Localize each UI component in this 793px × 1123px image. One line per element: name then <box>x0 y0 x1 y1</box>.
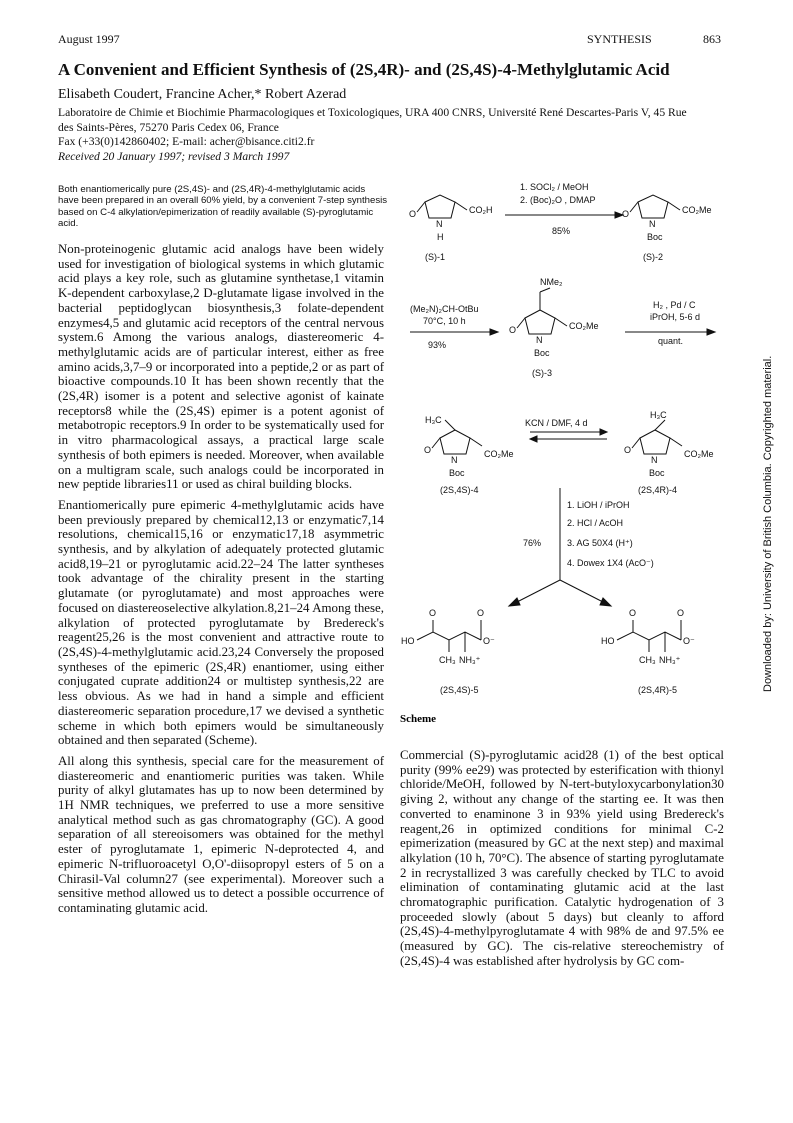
step5-yield: 76% <box>523 538 542 548</box>
c1-n: N <box>436 219 443 229</box>
label-c4b: (2S,4R)-4 <box>638 485 678 495</box>
c4a-n: N <box>451 455 458 465</box>
affiliation <box>58 106 763 164</box>
step1-yield: 85% <box>552 226 571 236</box>
c3-o: O <box>509 325 517 335</box>
step3-reagent: H₂ , Pd / C <box>653 300 696 310</box>
c3-boc: Boc <box>534 348 550 358</box>
c5b-o2: O <box>677 608 685 618</box>
paragraph-analysis: All along this synthesis, special care for the measurement of diastereomeric and enantiomeric purities was taken. While purity of alkyl glutamates has up to now been determined by 1H NMR techniques, we preferred to use a more sensitive analytical method such as gas chromatography (GC). A good separation of all stereoisomers was obtained for the methyl ester of pyroglutamate 1, epimeric N-deprotected 4, and epimeric N-trifluoroacetyl O,O'-diisopropyl esters of 5 on a Chirasil-Val column27 (see experimental). Moreover such a sensitive method allowed us to detect a possible occurrence of contaminating glutamic acid. <box>58 753 384 915</box>
label-c4a: (2S,4S)-4 <box>440 485 479 495</box>
affiliation-line-2: des Saints-Pères, 75270 Paris Cedex 06, France <box>58 120 279 134</box>
step2-conditions: 70°C, 10 h <box>423 316 466 326</box>
label-c2: (S)-2 <box>643 252 663 262</box>
header-page: 863 <box>703 32 721 46</box>
step5-2: 2. HCl / AcOH <box>567 518 624 528</box>
c5a-nh3: NH₃⁺ <box>459 655 481 665</box>
c4a-h3c: H₃C <box>425 415 442 425</box>
c5a-ominus: O⁻ <box>483 636 495 646</box>
scheme-caption: Scheme <box>400 713 437 725</box>
download-watermark: Downloaded by: University of British Columbia. Copyrighted material. <box>762 355 774 692</box>
step1-reagent-a: 1. SOCl₂ / MeOH <box>520 182 589 192</box>
c3-co2me: CO₂Me <box>569 321 599 331</box>
c5a-o1: O <box>429 608 437 618</box>
step2-reagent: (Me₂N)₂CH-OtBu <box>410 304 479 314</box>
c4a-boc: Boc <box>449 468 465 478</box>
right-column <box>400 748 724 975</box>
c1-h: H <box>437 232 444 242</box>
paragraph-results: Commercial (S)-pyroglutamic acid28 (1) of the best optical purity (99% ee29) was protected by esterification with thionyl chloride/MeOH, followed by N-tert-butyloxycarbonylation30 giving 2, without any change of the starting ee. It was then converted to enaminone 3 in 93% yield using Bredereck's reagent,26 in optimized conditions for minimal C-2 epimerization (measured by GC at the next step) and maximal alkylation (10 h, 70°C). The absence of starting pyroglutamate 2 in recrystallized 3 was carefully checked by TLC to avoid elimination of contaminating glutamic acid at the last chromatographic purification. Catalytic hydrogenation of 3 proceeded slowly (about 5 days) but cleanly to afford (2S,4S)-4-methylpyroglutamate 4 with 98% de and 97.5% ee (measured by GC). The cis-relative stereochemistry of (2S,4S)-4 was established after hydrolysis by GC com- <box>400 748 724 968</box>
c3-nme2: NMe₂ <box>540 277 563 287</box>
authors: Elisabeth Coudert, Francine Acher,* Robert Azerad <box>58 87 347 102</box>
step1-reagent-b: 2. (Boc)₂O , DMAP <box>520 195 596 205</box>
label-c5b: (2S,4R)-5 <box>638 685 678 695</box>
step5-4: 4. Dowex 1X4 (AcO⁻) <box>567 558 654 568</box>
c5b-nh3: NH₃⁺ <box>659 655 681 665</box>
step3-conditions: iPrOH, 5-6 d <box>650 312 701 322</box>
c5b-ho: HO <box>601 636 615 646</box>
step5-1: 1. LiOH / iPrOH <box>567 500 630 510</box>
c2-co2me: CO₂Me <box>682 205 712 215</box>
label-c3: (S)-3 <box>532 368 552 378</box>
article-title: A Convenient and Efficient Synthesis of (2S,4R)- and (2S,4S)-4-Methylglutamic Acid <box>58 60 670 79</box>
label-c1: (S)-1 <box>425 252 445 262</box>
step3-yield: quant. <box>658 336 684 346</box>
c4b-o: O <box>624 445 632 455</box>
label-c5a: (2S,4S)-5 <box>440 685 479 695</box>
paragraph-intro: Non-proteinogenic glutamic acid analogs have been widely used for investigation of biological systems in which glutamic acid plays a key role, such as glutamine synthetase,1 vitamin K-dependent carboxylase,2 D-glutamate ligase involved in the bacterial peptidoglycan biosynthesis,3 folate-dependent enzymes4,5 and glutamic acid receptors of the central nervous system.6 Among the various analogs, diastereomeric 4-methylglutamic acids are of particular interest, either as free amino acids,3,7–9 or incorporated into a peptide,2 or as part of bioactive compounds.10 It has been shown recently that the (2S,4R) isomer is a potent and selective agonist of kainate receptors8 while the (2S,4S) epimer is a potent agonist of metabotropic receptors.9 In order to be systematically used for in vitro pharmacological assays, a practical large scale synthesis of both epimers is needed. Moreover, when available on a multigram scale, such analogs could be incorporated in new peptide libraries11 or used as chiral building blocks. <box>58 242 384 492</box>
c5b-ominus: O⁻ <box>683 636 695 646</box>
c5b-ch3: CH₃ <box>639 655 656 665</box>
step2-yield: 93% <box>428 340 447 350</box>
c3-n: N <box>536 335 543 345</box>
step4-reagent: KCN / DMF, 4 d <box>525 418 588 428</box>
c2-n: N <box>649 219 656 229</box>
c5b-o1: O <box>629 608 637 618</box>
c4b-n: N <box>651 455 658 465</box>
left-column <box>58 242 384 922</box>
affiliation-fax: Fax (+33(0)142860402; E-mail: acher@bisance.citi2.fr <box>58 135 315 149</box>
c1-o: O <box>409 209 417 219</box>
c4b-boc: Boc <box>649 468 665 478</box>
abstract: Both enantiomerically pure (2S,4S)- and (2S,4R)-4-methylglutamic acids have been prepared in an overall 60% yield, by a convenient 7-step synthesis based on C-4 alkylation/epimerization of readily available (S)-pyroglutamic acid. <box>58 184 388 229</box>
reaction-scheme <box>395 170 735 745</box>
step5-3: 3. AG 50X4 (H⁺) <box>567 538 633 548</box>
c4a-co2me: CO₂Me <box>484 449 514 459</box>
c4b-co2me: CO₂Me <box>684 449 714 459</box>
c5a-ch3: CH₃ <box>439 655 456 665</box>
received-date: Received 20 January 1997; revised 3 March 1997 <box>58 149 290 163</box>
c1-co2h: CO₂H <box>469 205 493 215</box>
header-journal: SYNTHESIS <box>587 32 652 46</box>
c2-o: O <box>622 209 630 219</box>
c5a-ho: HO <box>401 636 415 646</box>
c4b-h3c: H₃C <box>650 410 667 420</box>
header-date: August 1997 <box>58 32 120 46</box>
c4a-o: O <box>424 445 432 455</box>
c2-boc: Boc <box>647 232 663 242</box>
c5a-o2: O <box>477 608 485 618</box>
affiliation-line-1: Laboratoire de Chimie et Biochimie Pharmacologiques et Toxicologiques, URA 400 CNRS, Université René Descartes-Paris V, 45 Rue <box>58 106 687 119</box>
paragraph-previous-syntheses: Enantiomerically pure epimeric 4-methylglutamic acids have been previously prepared by chemical12,13 or enzymatic7,14 resolutions, chemical15,16 or enzymatic17,18 asymmetric synthesis, and by alkylation of adequately protected glutamic acid8,19–21 or pyroglutamic acid.22–24 The latter syntheses took advantage of the chirality present in the starting glutamate (or pyroglutamate) and most approaches were focused on diastereoselective alkylation.8,21–24 Among these, alkylation of protected pyroglutamate by Bredereck's reagent25,26 is the most convenient and attractive route to (2S,4S)-4-methylglutamic acid.23,24 Conversely the proposed syntheses of the epimeric (2S,4R) enantiomer, using either conjugated cuprate addition24 or multistep synthesis,22 are less obvious. As we had in hand a simple and efficient diastereomeric separation procedure,17 we devised a synthetic scheme in which both epimers would be simultaneously obtained and then separated (Scheme). <box>58 497 384 748</box>
